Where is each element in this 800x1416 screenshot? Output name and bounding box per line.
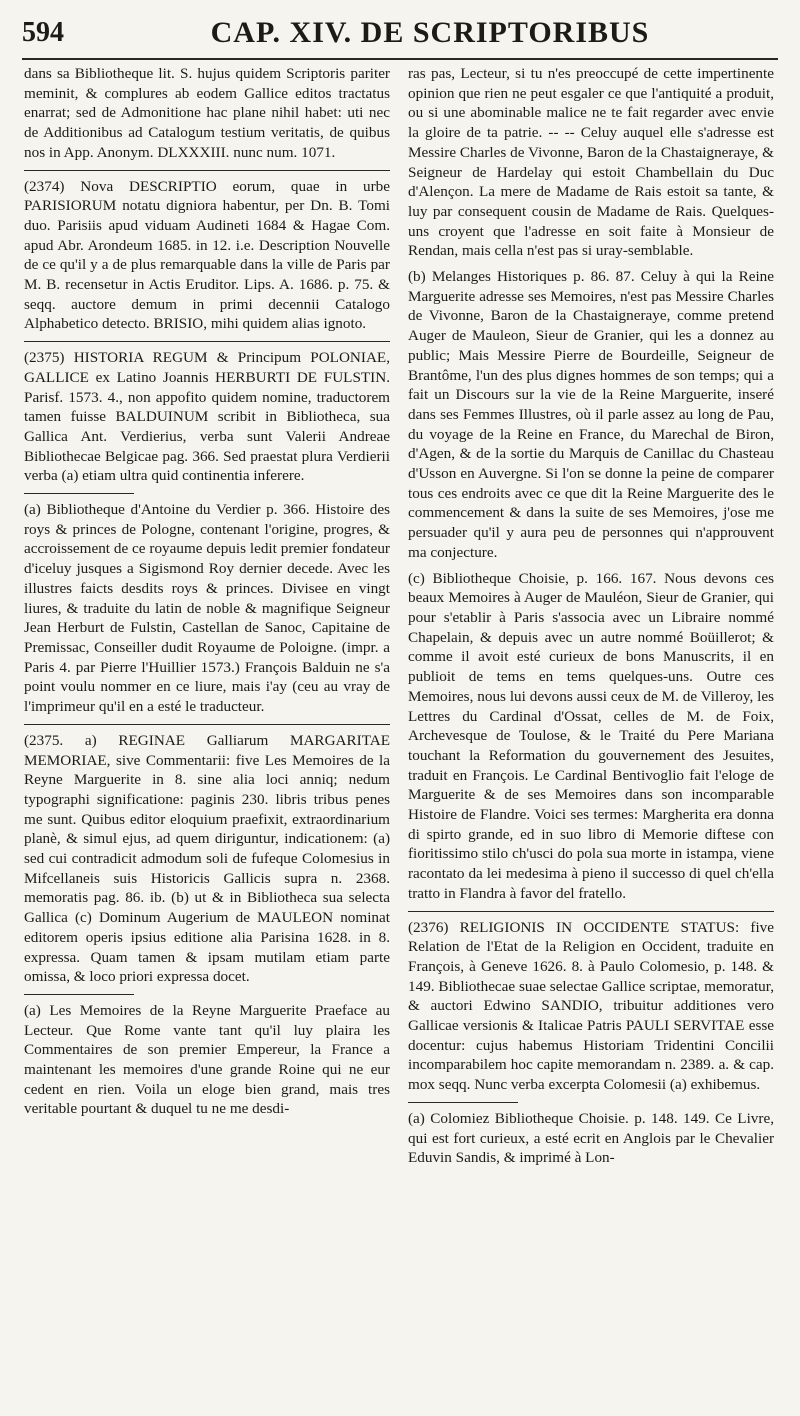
footnote-rule (24, 994, 134, 995)
divider (24, 341, 390, 342)
left-column (24, 64, 390, 1410)
intro-paragraph: dans sa Bibliotheque lit. S. hujus quidem Scriptoris pariter meminit, & complures ab eodem Gallice editos tractatus enarrat; sed de Admonitione hac plane nihil habet: uti nec de Additionibus ad Catalogum testium veritatis, de quibus nos in App. Anonym. DLXXXIII. nunc num. 1071. (24, 65, 390, 161)
entry-2375: (2375) HISTORIA REGUM & Principum POLONIAE, GALLICE ex Latino Joannis HERBURTI DE FULSTIN. Parisf. 1573. 4., non appofito quidem nomine, traductorem tamen fuisse BALDUINUM scribit in Bibliotheca, sua Gallica Ant. Verdierius, verba sunt Valerii Andreae Bibliothecae Belgicae pag. 366. Sed praestat plura Verdierii verba (a) etiam ultra quid continentia inferere. (24, 349, 390, 485)
footnote-rule (408, 1102, 518, 1103)
running-head: CAP. XIV. DE SCRIPTORIBUS (210, 16, 650, 49)
right-column (408, 64, 774, 1410)
page-header (22, 8, 778, 60)
footnote-a-marguerite: (a) Les Memoires de la Reyne Marguerite Praeface au Lecteur. Que Rome vante tant qu'il luy plaira les Commentaires de son premier Empereur, la France a maintenant les memoires d'une grande Roine qui ne eur cedent en rien. Voila un eloge bien grand, mais tres veritable pourtant & duquel tu ne me desdi- (24, 1001, 390, 1118)
footnote-c-choisie: (c) Bibliotheque Choisie, p. 166. 167. Nous devons ces beaux Memoires à Auger de Mauléon, Sieur de Granier, qui pour s'etablir à Paris s'associa avec un Libraire nommé Chapelain, & depuis avec un autre nommé Boüillerot; & comme il avoit esté curieux de bons Manuscrits, il en publioit de tems en tems quelques-uns. Outre ces Memoires, nous lui devons aussi ceux de M. de Villeroy, les Lettres du Cardinal d'Ossat, celles de M. de Foix, Archevesque de Toulose, & le Traité du Pere Mariana touchant la Reformation du gouvernement des Jesuites, traduit en François. Le Cardinal Bentivoglio fait l'eloge de Marguerite & de ses Memoires dans son incomparable Histoire de Flandre. Voici ses termes: Margherita era donna di spirto grande, ed in suo libro di Memorie diftese con fioritissimo stilo ch'usci do pola sua morte in istampa, viene racontato da lei medesima à pieno il successo di quel ch'ella tratto in Flandra à favor del fratello. (408, 569, 774, 902)
continuation-paragraph: ras pas, Lecteur, si tu n'es preoccupé de cette impertinente opinion que rien ne peut esgaler ce que l'antiquité a produit, ou si une abominable malice ne te fait regarder avec envie la gloire de ta patrie. -- -- Celuy auquel elle s'adresse est Messire Charles de Vivonne, Baron de la Chastaigneraye, & Seigneur de Hardelay qui estoit Chambellain du Duc d'Alençon. La mere de Madame de Rais estoit sa tante, & luy par consequent cousin de Madame de Rais. Quelques-uns croyent que l'adresse en soit faite à Monsieur de Rendan, mais cella n'est pas si uray-semblable. (408, 65, 774, 260)
entry-2376: (2376) RELIGIONIS IN OCCIDENTE STATUS: five Relation de l'Etat de la Religion en Occident, traduite en François, à Geneve 1626. 8. à Paulo Colomesio, p. 148. & 149. Bibliothecae suae selectae Gallice scriptae, memoratur, & auctori Edwino SANDIO, tribuitur additiones vero Gallicae versionis & Italicae Patris PAULI SERVITAE esse docentur: cujus habemus Historiam Tridentini Concilii incomparabilem hoc capite memorandam n. 2389. a. & cap. mox seqq. Nunc verba excerpta Colomesii (a) exhibemus. (408, 918, 774, 1094)
divider (24, 170, 390, 171)
footnote-a-colomiez: (a) Colomiez Bibliotheque Choisie. p. 148. 149. Ce Livre, qui est fort curieux, a esté ecrit en Anglois par le Chevalier Eduvin Sandis, & imprimé à Lon- (408, 1109, 774, 1167)
footnote-b-melanges: (b) Melanges Historiques p. 86. 87. Celuy à qui la Reine Marguerite adresse ses Memoires, n'est pas Messire Charles de Vivonne, Baron de la Chastaigneraye, comme pretend Auger de Mauleon, Sieur de Granier, qui les a donnez au public; Mais Messire Pierre de Bourdeille, Seigneur de Brantôme, l'un des plus dignes hommes de son temps; qui a fait un Discours sur la vie de la Reine Marguerite, inseré dans ses Femmes Illustres, où il parle assez au long de Pau, du voyage de la Reine en France, du Marechal de Biron, d'Agen, & de la sortie du Marquis de Canillac du Chasteau d'Usson en Auvergne. Si l'on se donne la peine de comparer tous ces endroits avec ce que dit la Reine Marguerite des le commencement & dans la suite de ses Memoires, j'ose me persuader qu'il y aura peu de personnes qui n'approuvent ma conjecture. (408, 268, 774, 561)
footnote-a-verdier: (a) Bibliotheque d'Antoine du Verdier p. 366. Histoire des roys & princes de Pologne, contenant l'origine, progres, & accroissement de ce royaume depuis ledit premier fondateur d'iceluy jusques a Sigismond Roy dernier decede. Avec les illustres faicts desdits roys & princes. Divisee en vingt liures, & traduite du latin de noble & magnifique Seigneur Jean Herburt de Fulstin, Castellan de Sanoc, Capitaine de Premissac, Conseiller dudit Royaume de Poloigne. (impr. a Paris 4. par Pierre l'Huillier 1573.) François Balduin ne s'a point voulu nommer en ce liure, mais i'ay (ceu au vray de l'imprimeur qu'il en a esté le traducteur. (24, 501, 390, 716)
entry-2375a: (2375. a) REGINAE Galliarum MARGARITAE MEMORIAE, sive Commentarii: five Les Memoires de la Reyne Marguerite in 8. sine alia loci anniq; nedum typographi significatione: paginis 230. libris tribus penes me sunt. Quibus editor eloquium praefixit, extraordinarium planè, & simul ejus, ad quem diriguntur, indicationem: (a) sed cui contradicit admodum soli de fufeque Colomesius in Mifcellaneis suis Historicis Gallicis supra n. 2368. memoratis pag. 86. ib. (b) ut & in Bibliotheca sua selecta Gallica (c) Dominum Augerium de MAULEON nominat editorem operis ipsius editione alia Parisina 1628. in 8. expressa. Quam tamen & ipsam mutilam etiam parte omissa, & loco priori expressa docet. (24, 731, 390, 986)
divider (24, 724, 390, 725)
text-columns (24, 64, 774, 1410)
footnote-rule (24, 493, 134, 494)
page-number: 594 (22, 17, 64, 48)
entry-2374: (2374) Nova DESCRIPTIO eorum, quae in urbe PARISIORUM notatu digniora habentur, per Dn. B. Tomi duo. Parisiis apud viduam Audineti 1684 & Hagae Com. apud Abr. Arondeum 1685. in 12. i.e. Description Nouvelle de ce qu'il y a de plus remarquable dans la ville de Paris par M. B. recensetur in Actis Eruditor. Lips. A. 1686. p. 75. & seqq. auctore demum in primi decennii Catalogo Alphabetico detecto. BRISIO, mihi quidem alias ignoto. (24, 177, 390, 333)
divider (408, 911, 774, 912)
